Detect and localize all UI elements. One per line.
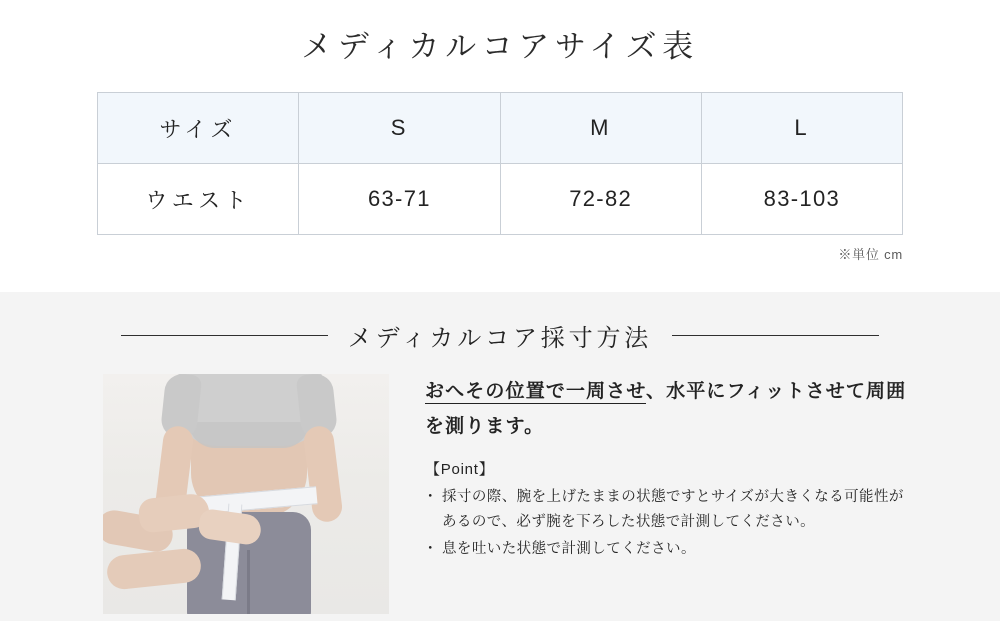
- size-table-wrapper: [97, 92, 903, 235]
- size-table-body: [98, 164, 903, 235]
- measurement-text-column: [389, 374, 1000, 614]
- page-title: メディカルコアサイズ表: [301, 29, 699, 64]
- table-header-m: M: [500, 93, 701, 164]
- rule-left: [121, 335, 328, 336]
- list-item: ・ 採寸の際、腕を上げたままの状態ですとサイズが大きくなる可能性があるので、必ず腕を下ろした状態で計測してください。: [425, 485, 910, 535]
- waist-value-s: 63-71: [299, 164, 500, 235]
- measurement-body: [0, 353, 1000, 614]
- measurement-lead-emphasis: おへその位置で一周させ: [425, 381, 646, 402]
- size-table: [97, 92, 903, 235]
- measurement-section: [0, 292, 1000, 621]
- size-table-head: [98, 93, 903, 164]
- point-list: [425, 485, 910, 562]
- table-header-l: L: [701, 93, 902, 164]
- section-title: メディカルコア採寸方法: [347, 325, 653, 352]
- table-row: [98, 164, 903, 235]
- waist-value-l: 83-103: [701, 164, 902, 235]
- table-header-row: [98, 93, 903, 164]
- measurement-lead: [425, 374, 910, 444]
- measurement-lead-rest: 、水平にフィットさせて周囲を測ります。: [425, 381, 907, 438]
- photo-leggings-seam: [247, 550, 250, 614]
- point-heading: 【Point】: [425, 461, 495, 479]
- row-label-waist: ウエスト: [98, 164, 299, 235]
- rule-right: [672, 335, 879, 336]
- unit-note: ※単位 cm: [838, 247, 903, 262]
- list-item: ・ 息を吐いた状態で計測してください。: [425, 537, 910, 562]
- table-header-s: S: [299, 93, 500, 164]
- table-header-size: サイズ: [98, 93, 299, 164]
- waist-measuring-photo: [103, 374, 389, 614]
- photo-top-hem: [189, 422, 309, 448]
- waist-value-m: 72-82: [500, 164, 701, 235]
- section-title-row: [0, 292, 1000, 353]
